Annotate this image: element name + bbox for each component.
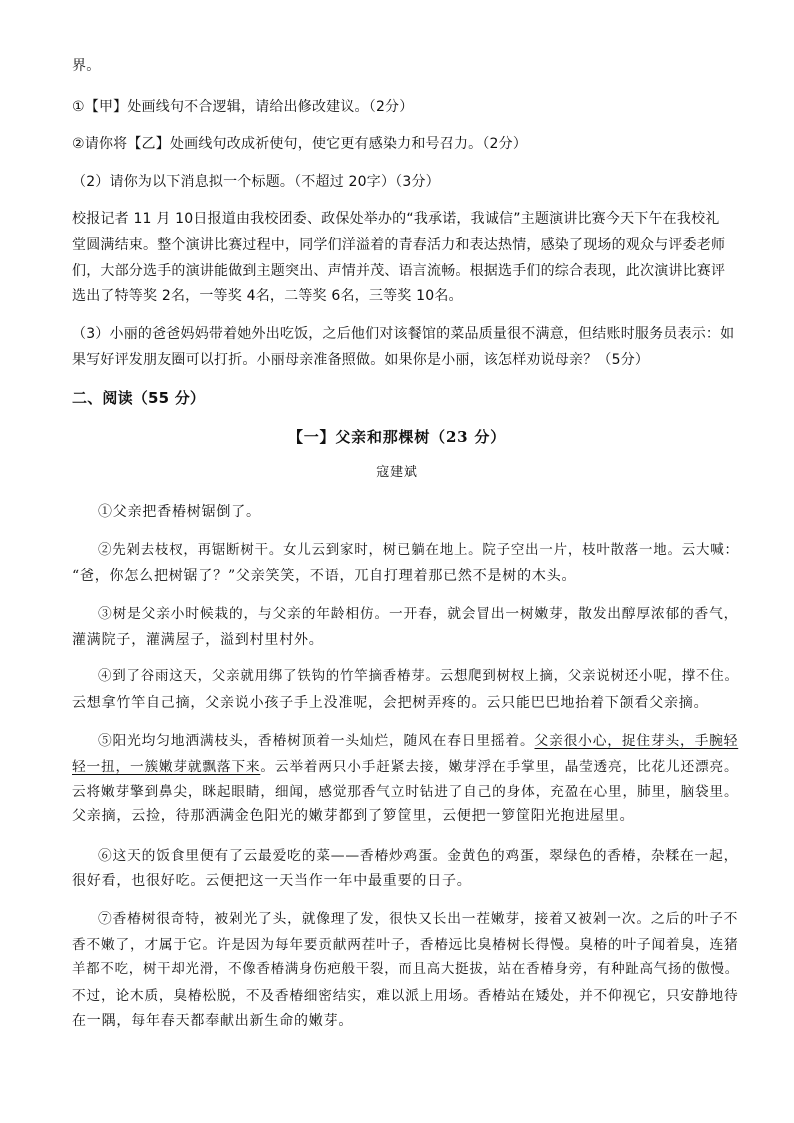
- paragraph-2-line: “爸，你怎么把树锯了？”父亲笑笑，不语，兀自打理着那已然不是树的木头。: [72, 568, 577, 584]
- underlined-sentence: 父亲很小心，捉住芽头，手腕轻: [534, 733, 739, 749]
- news-line: 堂圆满结束。整个演讲比赛过程中，同学们洋溢着的青春活力和表达热情，感染了现场的观众与评委老师: [72, 237, 726, 253]
- question-1: ①【甲】处画线句不合逻辑，请给出修改建议。（2分）: [72, 99, 414, 115]
- paragraph-2-line: ②先剁去枝杈，再锯断树干。女儿云到家时，树已躺在地上。院子空出一片，枝叶散落一地。云大喊：: [98, 543, 739, 558]
- paragraph-7-line: 羊都不吃，树干却光滑，不像香椿满身伤疤般干裂，而且高大挺拔，站在香椿身旁，有种趾高气扬的傲慢。: [72, 962, 739, 977]
- paragraph-5-text: ⑤阳光均匀地洒满枝头，香椿树顶着一头灿烂，随风在春日里摇着。: [98, 733, 535, 749]
- paragraph-7-line: 香不嫩了，才属于它。许是因为每年要贡献两茬叶子，香椿远比臭椿树长得慢。臭椿的叶子闻着臭，连猪: [72, 937, 739, 953]
- paragraph-7-line: 不过，论木质，臭椿松脱，不及香椿细密结实，难以派上用场。香椿站在矮处，并不仰视它，只安静地待: [72, 988, 739, 1004]
- paragraph-5-line: 父亲摘，云捡，待那洒满金色阳光的嫩芽都到了箩筐里，云便把一箩筐阳光抱进屋里。: [72, 808, 635, 824]
- paragraph-5-line: [72, 757, 738, 777]
- top-fragment: 界。: [72, 58, 101, 74]
- question-4-line: （3）小丽的爸爸妈妈带着她外出吃饭，之后他们对该餐馆的菜品质量很不满意，但结账时服务员表示：如: [72, 326, 735, 342]
- article-title: 【一】父亲和那棵树（23 分）: [287, 428, 507, 446]
- question-4-line: 果写好评发朋友圈可以打折。小丽母亲准备照做。如果你是小丽，该怎样劝说母亲？（5分）: [72, 352, 650, 368]
- underlined-sentence: 轻一扭，一簇嫩芽就飘落下来: [72, 759, 261, 775]
- paragraph-4-line: 云想拿竹竿自己摘，父亲说小孩子手上没准呢，会把树弄疼的。云只能巴巴地抬着下颌看父亲摘。: [72, 695, 709, 711]
- question-3: （2）请你为以下消息拟一个标题。（不超过 20字）（3分）: [72, 174, 440, 190]
- news-line: 校报记者 11 月 10日报道由我校团委、政保处举办的“我承诺，我诚信”主题演讲比赛今天下午在我校礼: [72, 211, 720, 227]
- news-line: 们，大部分选手的演讲能做到主题突出、声情并茂、语言流畅。根据选手们的综合表现，此次演讲比赛评: [72, 263, 726, 279]
- news-line: 选出了特等奖 2名，一等奖 4名，二等奖 6名，三等奖 10名。: [72, 288, 463, 304]
- paragraph-7-line: 在一隅，每年春天都奉献出新生命的嫩芽。: [72, 1013, 354, 1029]
- paragraph-5-line: 云将嫩芽擎到鼻尖，眯起眼睛，细闻，感觉那香气立时钻进了自己的身体，充盈在心里，肺里，脑袋里。: [72, 784, 739, 800]
- paragraph-1: ①父亲把香椿树锯倒了。: [98, 504, 261, 520]
- article-author: 寇建斌: [376, 465, 418, 480]
- question-2: ②请你将【乙】处画线句改成祈使句，使它更有感染力和号召力。（2分）: [72, 136, 528, 152]
- paragraph-3-line: ③树是父亲小时候栽的，与父亲的年龄相仿。一开春，就会冒出一树嫩芽，散发出醇厚浓郁的香气，: [98, 606, 739, 622]
- paragraph-5-text: 。云举着两只小手赶紧去接，嫩芽浮在手掌里，晶莹透亮，比花儿还漂亮。: [260, 759, 739, 775]
- paragraph-5-line: [98, 731, 738, 751]
- paragraph-3-line: 灌满院子，灌满屋子，溢到村里村外。: [72, 632, 324, 648]
- section-heading: 二、阅读（55 分）: [72, 389, 206, 407]
- paragraph-7-line: ⑦香椿树很奇特，被剁光了头，就像理了发，很快又长出一茬嫩芽，接着又被剁一次。之后的叶子不: [98, 911, 739, 927]
- paragraph-6-line: 很好看，也很好吃。云便把这一天当作一年中最重要的日子。: [72, 873, 472, 889]
- paragraph-6-line: ⑥这天的饭食里便有了云最爱吃的菜——香椿炒鸡蛋。金黄色的鸡蛋，翠绿色的香椿，杂糅在一起，: [98, 848, 739, 864]
- paragraph-4-line: ④到了谷雨这天，父亲就用绑了铁钩的竹竿摘香椿芽。云想爬到树杈上摘，父亲说树还小呢，撑不住。: [98, 669, 739, 684]
